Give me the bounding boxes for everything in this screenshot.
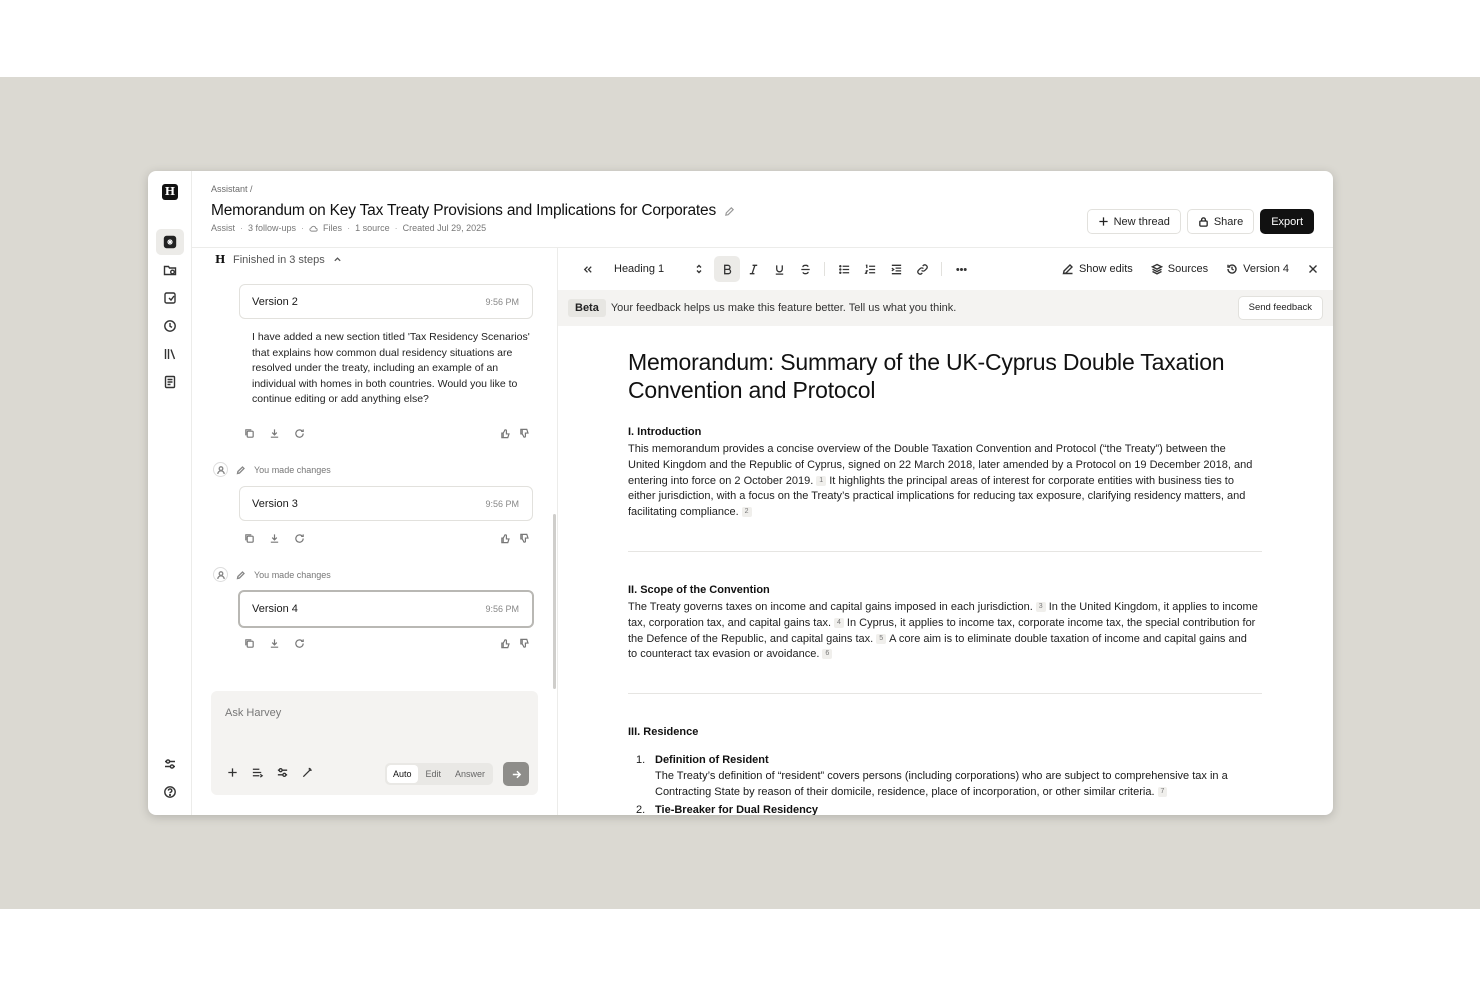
document-body[interactable] bbox=[628, 348, 1263, 815]
indent-button[interactable] bbox=[883, 256, 909, 282]
thread-scrollbar[interactable] bbox=[553, 514, 556, 689]
scope-text-b: In the United Kingdom, it applies to income tax, corporation tax, and capital gains tax. bbox=[628, 601, 1258, 629]
meta-followups[interactable]: 3 follow-ups bbox=[248, 223, 297, 233]
underline-button[interactable] bbox=[766, 256, 792, 282]
more-options-button[interactable] bbox=[948, 256, 974, 282]
meta-files[interactable]: Files bbox=[323, 223, 343, 233]
customize-sliders-icon[interactable] bbox=[276, 766, 289, 779]
heading-select-label: Heading 1 bbox=[614, 263, 665, 275]
list-item-text: The Treaty’s definition of “resident” covers persons (including corporations) who are subject to comprehensive tax in a Contracting State by reason of their domicile, residence, place of incorporation, or other similar criteria. bbox=[655, 769, 1228, 798]
history-clock-icon[interactable] bbox=[156, 313, 184, 339]
version-label: Version 3 bbox=[252, 497, 298, 510]
citation-badge[interactable]: 5 bbox=[876, 634, 886, 644]
editor-right-actions bbox=[1062, 248, 1319, 290]
download-icon[interactable] bbox=[269, 638, 280, 649]
settings-sliders-icon[interactable] bbox=[156, 751, 184, 777]
beta-banner bbox=[558, 290, 1333, 326]
list-item-title: Tie-Breaker for Dual Residency bbox=[655, 804, 819, 815]
numbered-list-button[interactable] bbox=[857, 256, 883, 282]
bullet-list-button[interactable] bbox=[831, 256, 857, 282]
version-label: Version 2 bbox=[252, 295, 298, 308]
link-icon bbox=[916, 263, 929, 276]
thumbs-down-icon[interactable] bbox=[519, 638, 530, 649]
list-item-definition-of-resident bbox=[636, 753, 1256, 800]
strikethrough-icon bbox=[799, 263, 812, 276]
page-title-text: Memorandum on Key Tax Treaty Provisions and Implications for Corporates bbox=[211, 202, 716, 219]
scope-text-a: The Treaty governs taxes on income and capital gains imposed in each jurisdiction. bbox=[628, 601, 1033, 613]
indent-icon bbox=[890, 263, 903, 276]
add-icon[interactable] bbox=[226, 766, 239, 779]
citation-badge[interactable]: 6 bbox=[822, 649, 832, 659]
version-label: Version 4 bbox=[252, 603, 298, 615]
version-label: Version 4 bbox=[1243, 263, 1289, 275]
composer-tools bbox=[226, 766, 314, 779]
pencil-icon bbox=[236, 570, 246, 580]
pencil-icon bbox=[236, 465, 246, 475]
toolbar-divider bbox=[824, 262, 825, 276]
heading-select[interactable] bbox=[614, 263, 704, 275]
sources-button[interactable] bbox=[1151, 263, 1208, 275]
close-editor-button[interactable] bbox=[1307, 263, 1319, 275]
send-button[interactable] bbox=[503, 762, 529, 786]
section-heading-residence: III. Residence bbox=[628, 726, 699, 738]
list-number: 1. bbox=[636, 754, 646, 766]
copy-icon[interactable] bbox=[244, 428, 255, 439]
toolbar-divider bbox=[941, 262, 942, 276]
version-time: 9:56 PM bbox=[485, 498, 519, 509]
strikethrough-button[interactable] bbox=[792, 256, 818, 282]
cloud-files-icon bbox=[309, 224, 318, 233]
user-avatar-icon bbox=[213, 462, 228, 477]
link-button[interactable] bbox=[909, 256, 935, 282]
intro-text-b: It highlights the principal areas of interest for corporate entities with business ties to either jurisdiction, with a focus on the Treaty’s practical implications for reducing tax exposure, clarifying residency matters, and facilitating compliance. bbox=[628, 474, 1246, 519]
editor-toolbar bbox=[558, 248, 1333, 290]
copy-icon[interactable] bbox=[244, 533, 255, 544]
thumbs-down-icon[interactable] bbox=[519, 533, 530, 544]
section-heading-introduction: I. Introduction bbox=[628, 426, 702, 438]
beta-message: Your feedback helps us make this feature better. Tell us what you think. bbox=[610, 302, 957, 314]
citation-badge[interactable]: 4 bbox=[834, 618, 844, 628]
italic-button[interactable] bbox=[740, 256, 766, 282]
citation-badge[interactable]: 2 bbox=[742, 507, 752, 517]
guidance-book-icon[interactable] bbox=[156, 369, 184, 395]
scope-paragraph bbox=[628, 600, 1258, 663]
collapse-panel-button[interactable] bbox=[574, 256, 600, 282]
share-button[interactable] bbox=[1187, 209, 1254, 234]
export-label: Export bbox=[1271, 215, 1303, 228]
sources-label: Sources bbox=[1167, 263, 1209, 275]
italic-icon bbox=[747, 263, 760, 276]
bullet-list-icon bbox=[838, 263, 851, 276]
underline-icon bbox=[773, 263, 786, 276]
page-title bbox=[211, 202, 735, 220]
left-rail bbox=[148, 171, 192, 815]
made-changes-label: You made changes bbox=[254, 464, 331, 475]
mode-edit[interactable]: Edit bbox=[425, 769, 442, 779]
message-actions bbox=[244, 426, 530, 440]
regenerate-icon[interactable] bbox=[294, 428, 305, 439]
improve-prompt-wand-icon[interactable] bbox=[301, 766, 314, 779]
edit-title-pencil-icon[interactable] bbox=[724, 206, 735, 217]
steps-label: Finished in 3 steps bbox=[233, 253, 325, 266]
prompt-list-icon[interactable] bbox=[251, 766, 264, 779]
arrow-right-icon bbox=[511, 769, 522, 780]
show-edits-button[interactable] bbox=[1062, 263, 1133, 275]
citation-badge[interactable]: 3 bbox=[1036, 602, 1046, 612]
thread-meta: Assist · 3 follow-ups · Files · 1 source · Created Jul 29, 2025 bbox=[211, 223, 487, 233]
export-button[interactable] bbox=[1260, 209, 1314, 234]
chevron-updown-icon bbox=[694, 264, 704, 274]
version-4-card[interactable] bbox=[238, 590, 534, 628]
lock-icon bbox=[1198, 216, 1209, 227]
version-2-card[interactable] bbox=[239, 284, 533, 319]
section-divider bbox=[628, 693, 1262, 694]
introduction-paragraph bbox=[628, 442, 1258, 521]
user-avatar-icon bbox=[213, 567, 228, 582]
layers-icon bbox=[1151, 263, 1163, 275]
regenerate-icon[interactable] bbox=[294, 638, 305, 649]
history-icon bbox=[1226, 263, 1238, 275]
message-actions bbox=[244, 636, 530, 650]
meta-mode: Assist bbox=[211, 223, 236, 233]
message-actions bbox=[244, 531, 530, 545]
bold-button[interactable] bbox=[714, 256, 740, 282]
workflows-icon[interactable] bbox=[156, 285, 184, 311]
app-window bbox=[148, 171, 1333, 815]
regenerate-icon[interactable] bbox=[294, 533, 305, 544]
share-label: Share bbox=[1213, 215, 1244, 228]
thumbs-up-icon[interactable] bbox=[500, 638, 511, 649]
page-header bbox=[192, 171, 1333, 248]
version-time: 9:56 PM bbox=[485, 296, 519, 307]
thumbs-down-icon[interactable] bbox=[519, 428, 530, 439]
plus-icon bbox=[1098, 216, 1109, 227]
bold-icon bbox=[721, 263, 734, 276]
list-number: 2. bbox=[636, 804, 646, 815]
more-dots-icon bbox=[955, 263, 968, 276]
scope-text-c: In Cyprus, it applies to income tax, corporate income tax, the special contribution for the Defence of the Republic, and capital gains tax. bbox=[628, 616, 1256, 645]
citation-badge[interactable]: 1 bbox=[816, 476, 826, 486]
new-thread-button[interactable] bbox=[1087, 209, 1181, 234]
assistant-message: I have added a new section titled 'Tax Residency Scenarios' that explains how common dual residency situations are resolved under the treaty, including an example of an individual with homes in both countries. Would you like to continue editing or add anything else? bbox=[252, 331, 530, 406]
library-icon[interactable] bbox=[156, 341, 184, 367]
close-icon bbox=[1307, 263, 1319, 275]
vault-folder-icon[interactable] bbox=[156, 257, 184, 283]
meta-sources[interactable]: 1 source bbox=[355, 223, 390, 233]
help-icon[interactable] bbox=[156, 779, 184, 805]
beta-tag: Beta bbox=[568, 299, 606, 317]
section-divider bbox=[628, 551, 1262, 552]
double-chevron-left-icon bbox=[581, 263, 594, 276]
copy-icon[interactable] bbox=[244, 638, 255, 649]
version-time: 9:56 PM bbox=[485, 604, 519, 614]
thread-pane bbox=[192, 248, 558, 815]
harvey-logo[interactable]: H bbox=[162, 184, 178, 200]
download-icon[interactable] bbox=[269, 428, 280, 439]
scope-text-d: A core aim is to eliminate double taxation of income and capital gains and to counteract tax evasion or avoidance. bbox=[628, 632, 1247, 661]
document-title: Memorandum: Summary of the UK-Cyprus Double Taxation Convention and Protocol bbox=[628, 349, 1225, 403]
thumbs-up-icon[interactable] bbox=[500, 533, 511, 544]
show-edits-label: Show edits bbox=[1078, 263, 1133, 275]
section-heading-scope: II. Scope of the Convention bbox=[628, 584, 770, 596]
user-change-note bbox=[213, 567, 331, 582]
user-change-note bbox=[213, 462, 331, 477]
mode-answer[interactable]: Answer bbox=[455, 769, 486, 779]
steps-toggle[interactable] bbox=[215, 253, 342, 266]
ask-input[interactable]: Ask Harvey bbox=[225, 707, 282, 719]
chevron-up-icon bbox=[333, 255, 342, 264]
header-actions bbox=[1087, 209, 1314, 234]
assistant-nav-icon[interactable] bbox=[156, 229, 184, 255]
made-changes-label: You made changes bbox=[254, 569, 331, 580]
send-feedback-button[interactable]: Send feedback bbox=[1238, 296, 1323, 320]
version-3-card[interactable] bbox=[239, 486, 533, 521]
numbered-list-icon bbox=[864, 263, 877, 276]
citation-badge[interactable]: 7 bbox=[1158, 787, 1168, 797]
intro-text-a: This memorandum provides a concise overview of the Double Taxation Convention and Protocol (“the Treaty”) between the United Kingdom and the Republic of Cyprus, signed on 22 March 2018, later amended by a Protocol on 19 December 2018, and entering into force on 2 October 2019. bbox=[628, 443, 1253, 487]
list-item-title: Definition of Resident bbox=[655, 754, 769, 766]
version-history-button[interactable] bbox=[1226, 263, 1289, 275]
mode-auto[interactable]: Auto bbox=[387, 765, 418, 783]
new-thread-label: New thread bbox=[1113, 215, 1170, 228]
composer bbox=[211, 691, 538, 795]
breadcrumb[interactable]: Assistant / bbox=[211, 184, 253, 194]
document-editor bbox=[558, 248, 1333, 815]
download-icon[interactable] bbox=[269, 533, 280, 544]
meta-created: Created Jul 29, 2025 bbox=[402, 223, 487, 233]
pencil-icon bbox=[1062, 263, 1074, 275]
thumbs-up-icon[interactable] bbox=[500, 428, 511, 439]
harvey-avatar-icon: H bbox=[215, 253, 226, 266]
list-item-tie-breaker bbox=[636, 803, 1256, 815]
mode-switcher bbox=[385, 763, 493, 785]
